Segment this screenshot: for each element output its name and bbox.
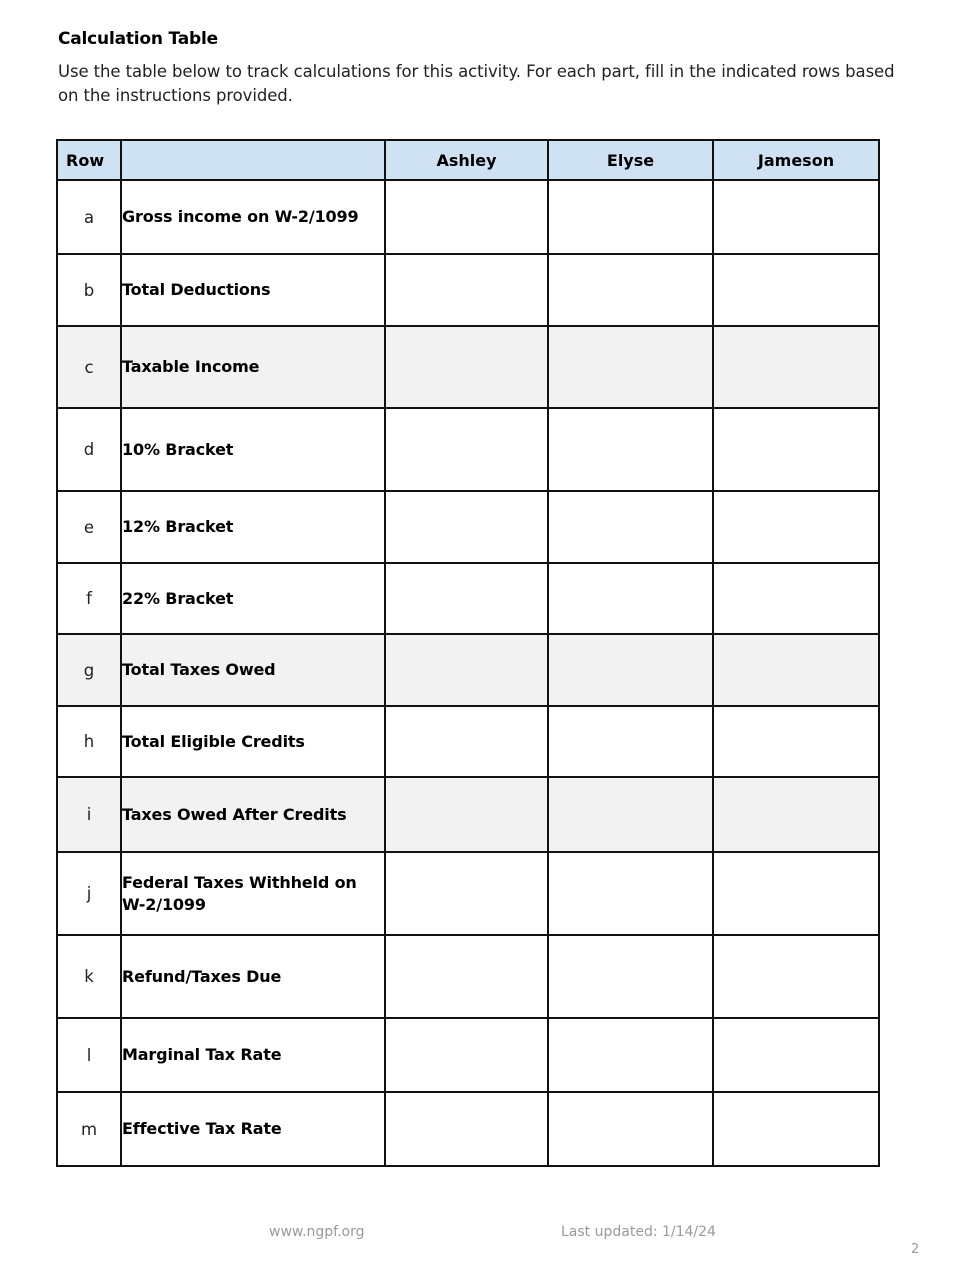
footer-site: www.ngpf.org xyxy=(269,1224,365,1240)
cell-ashley[interactable] xyxy=(385,326,548,408)
row-label: Taxable Income xyxy=(121,326,385,408)
table-row xyxy=(57,180,879,254)
table-row xyxy=(57,935,879,1018)
cell-jameson[interactable] xyxy=(713,706,879,777)
cell-ashley[interactable] xyxy=(385,634,548,706)
table-body xyxy=(57,180,879,1166)
row-letter: k xyxy=(57,935,121,1018)
cell-jameson[interactable] xyxy=(713,852,879,935)
row-letter: c xyxy=(57,326,121,408)
cell-jameson[interactable] xyxy=(713,563,879,634)
row-letter: l xyxy=(57,1018,121,1092)
intro-text: Use the table below to track calculations for this activity. For each part, fill in the indicated rows based on the instructions provided. xyxy=(58,62,895,105)
row-letter: d xyxy=(57,408,121,491)
cell-ashley[interactable] xyxy=(385,1018,548,1092)
cell-ashley[interactable] xyxy=(385,563,548,634)
table-row xyxy=(57,634,879,706)
row-label: Marginal Tax Rate xyxy=(121,1018,385,1092)
footer-updated: Last updated: 1/14/24 xyxy=(561,1224,716,1240)
row-letter: g xyxy=(57,634,121,706)
cell-ashley[interactable] xyxy=(385,706,548,777)
cell-jameson[interactable] xyxy=(713,254,879,326)
cell-jameson[interactable] xyxy=(713,634,879,706)
cell-jameson[interactable] xyxy=(713,777,879,852)
cell-ashley[interactable] xyxy=(385,852,548,935)
cell-jameson[interactable] xyxy=(713,1092,879,1166)
row-letter: b xyxy=(57,254,121,326)
table-row xyxy=(57,491,879,563)
calculation-table xyxy=(56,139,880,1167)
header-jameson: Jameson xyxy=(713,140,879,180)
cell-elyse[interactable] xyxy=(548,1092,713,1166)
cell-ashley[interactable] xyxy=(385,408,548,491)
cell-elyse[interactable] xyxy=(548,563,713,634)
row-label: Total Eligible Credits xyxy=(121,706,385,777)
table-row xyxy=(57,1018,879,1092)
cell-ashley[interactable] xyxy=(385,180,548,254)
row-label: Total Taxes Owed xyxy=(121,634,385,706)
cell-ashley[interactable] xyxy=(385,254,548,326)
cell-elyse[interactable] xyxy=(548,254,713,326)
row-label: Gross income on W-2/1099 xyxy=(121,180,385,254)
cell-ashley[interactable] xyxy=(385,935,548,1018)
row-letter: e xyxy=(57,491,121,563)
cell-elyse[interactable] xyxy=(548,408,713,491)
cell-jameson[interactable] xyxy=(713,180,879,254)
header-ashley: Ashley xyxy=(385,140,548,180)
page-title: Calculation Table xyxy=(58,29,218,49)
row-label: Taxes Owed After Credits xyxy=(121,777,385,852)
table-row xyxy=(57,706,879,777)
cell-jameson[interactable] xyxy=(713,1018,879,1092)
table-row xyxy=(57,852,879,935)
cell-elyse[interactable] xyxy=(548,777,713,852)
cell-jameson[interactable] xyxy=(713,326,879,408)
row-label: Total Deductions xyxy=(121,254,385,326)
cell-jameson[interactable] xyxy=(713,491,879,563)
cell-elyse[interactable] xyxy=(548,852,713,935)
table-row xyxy=(57,1092,879,1166)
table-row xyxy=(57,254,879,326)
header-elyse: Elyse xyxy=(548,140,713,180)
row-letter: j xyxy=(57,852,121,935)
cell-elyse[interactable] xyxy=(548,935,713,1018)
header-row: Row xyxy=(57,140,121,180)
row-letter: a xyxy=(57,180,121,254)
row-label: 10% Bracket xyxy=(121,408,385,491)
row-label: Refund/Taxes Due xyxy=(121,935,385,1018)
row-label: Effective Tax Rate xyxy=(121,1092,385,1166)
row-label: 22% Bracket xyxy=(121,563,385,634)
row-letter: f xyxy=(57,563,121,634)
cell-elyse[interactable] xyxy=(548,180,713,254)
table-row xyxy=(57,408,879,491)
header-label xyxy=(121,140,385,180)
row-letter: h xyxy=(57,706,121,777)
row-label: Federal Taxes Withheld on W-2/1099 xyxy=(121,852,385,935)
table-row xyxy=(57,326,879,408)
cell-ashley[interactable] xyxy=(385,1092,548,1166)
table-row xyxy=(57,777,879,852)
cell-elyse[interactable] xyxy=(548,706,713,777)
table-header-row xyxy=(57,140,879,180)
table-row xyxy=(57,563,879,634)
page-number: 2 xyxy=(911,1242,920,1257)
row-label: 12% Bracket xyxy=(121,491,385,563)
cell-ashley[interactable] xyxy=(385,777,548,852)
cell-ashley[interactable] xyxy=(385,491,548,563)
cell-elyse[interactable] xyxy=(548,326,713,408)
row-letter: i xyxy=(57,777,121,852)
cell-elyse[interactable] xyxy=(548,634,713,706)
cell-jameson[interactable] xyxy=(713,408,879,491)
cell-elyse[interactable] xyxy=(548,1018,713,1092)
cell-jameson[interactable] xyxy=(713,935,879,1018)
row-letter: m xyxy=(57,1092,121,1166)
cell-elyse[interactable] xyxy=(548,491,713,563)
